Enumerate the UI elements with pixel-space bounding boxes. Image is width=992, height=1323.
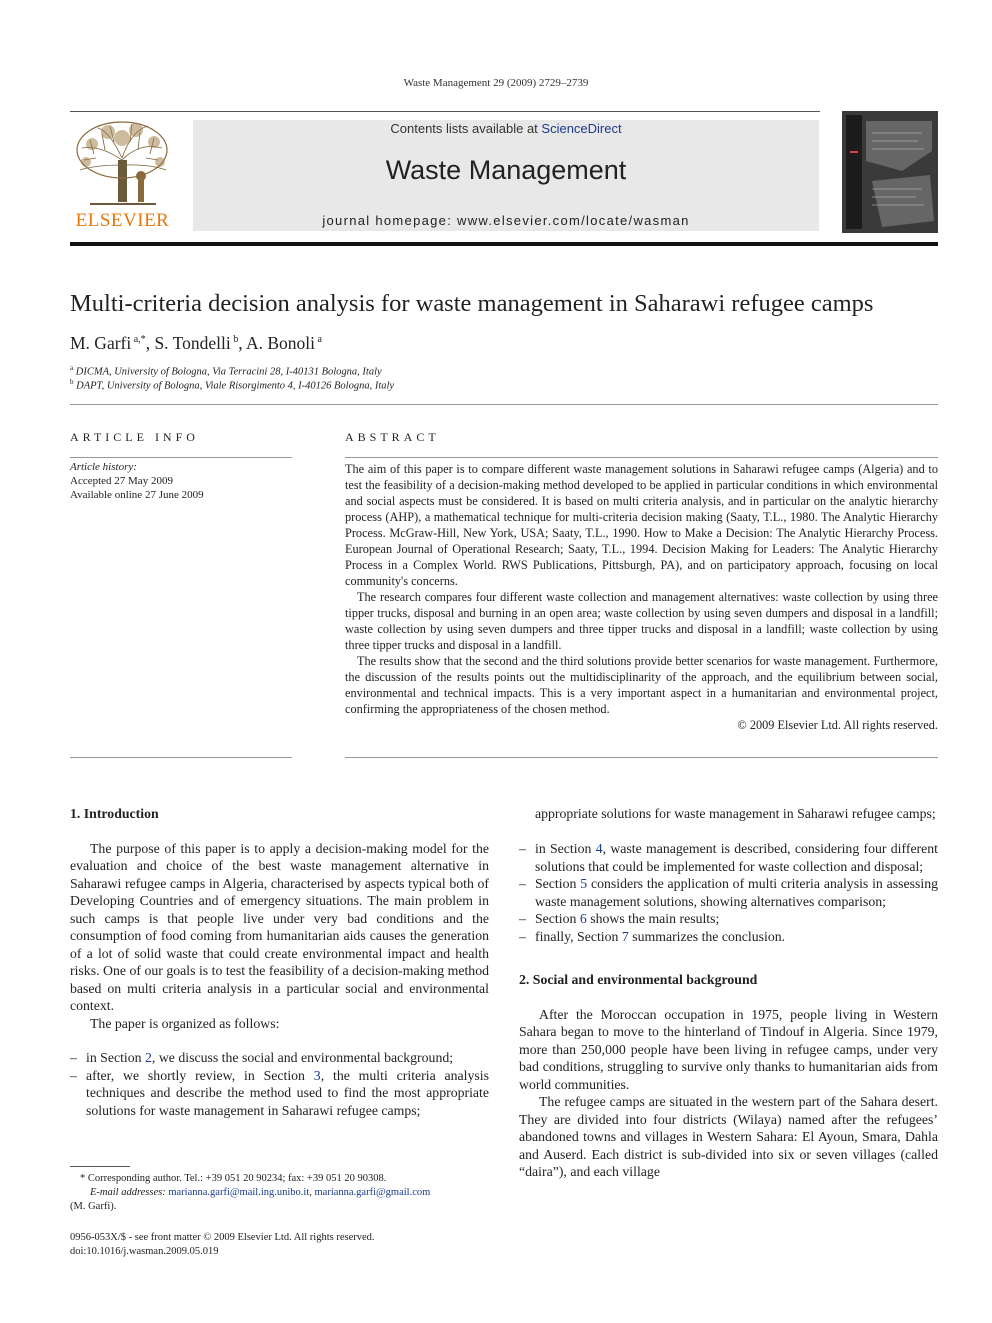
- right-column: [519, 805, 938, 1215]
- journal-citation: Waste Management 29 (2009) 2729–2739: [403, 77, 589, 89]
- footnote-mark: *: [80, 1173, 86, 1184]
- history-label: Article history:: [70, 461, 137, 473]
- author-affil-mark: b: [233, 334, 239, 346]
- issn-line: 0956-053X/$ - see front matter © 2009 Elsevier Ltd. All rights reserved.: [70, 1232, 375, 1243]
- list-item: – Section 5 considers the application of multi criteria analysis in assessing waste management solutions, showing alternatives comparison;: [519, 876, 938, 909]
- doi-link[interactable]: doi:10.1016/j.wasman.2009.05.019: [70, 1246, 219, 1257]
- section-link[interactable]: 6: [579, 911, 587, 926]
- list-item-continued: [519, 805, 938, 840]
- info-rule: [70, 757, 292, 758]
- abstract-heading: ABSTRACT: [345, 430, 440, 444]
- affiliation: [70, 378, 394, 392]
- contents-prefix: Contents lists available at: [390, 121, 542, 136]
- author-name[interactable]: S. Tondelli: [154, 333, 231, 353]
- journal-title: Waste Management: [385, 155, 627, 185]
- elsevier-logo[interactable]: [70, 120, 175, 232]
- footnote-who: (M. Garfi).: [70, 1201, 117, 1212]
- body-paragraph: The paper is organized as follows:: [90, 1015, 280, 1031]
- tree-icon: [70, 120, 175, 212]
- journal-cover-image[interactable]: [842, 111, 938, 233]
- header-thick-rule: [70, 242, 938, 246]
- section-link[interactable]: 7: [621, 928, 629, 944]
- footnote: * Corresponding author. Tel.: +39 051 20 90234; fax: +39 051 20 90308. E-mail addresses: marianna.garfi@mail.ing.unibo.it, marianna.garfi@gmail.com (M. Garfi).: [70, 1172, 490, 1214]
- email-label: E-mail addresses:: [90, 1187, 166, 1198]
- body-paragraph: The refugee camps are situated in the western part of the Sahara desert. They are divided into four districts (Wilaya) named after the refugees’ abandoned towns and villages in Western Sahara: El Ayoun, Smara, Dahla and Auserd. Each district is sub-divided into six or seven villages (called “daira”), and each village: [519, 1094, 938, 1179]
- corresponding-author: Corresponding author. Tel.: +39 051 20 90234; fax: +39 051 20 90308.: [87, 1173, 387, 1184]
- left-column: [70, 805, 489, 1118]
- abstract-rule: [345, 457, 938, 458]
- body-paragraph: The purpose of this paper is to apply a decision-making model for the evaluation and choice of the best waste management alternative in Saharawi refugee camps in Algeria, characterised by aspects typical both of Developing Countries and of emergency situations. The main problem in such camps is that people live under very bad conditions and the consumption of food coming from humanitarian aids causes the generation of a lot of solid waste that could create environmental impact and health risks. One of our goals is to test the feasibility of a decision-making method based on multi criteria analysis in a particular social and environmental context.: [70, 840, 489, 1013]
- journal-homepage[interactable]: journal homepage: www.elsevier.com/locate/wasman: [322, 213, 690, 228]
- abstract-paragraph: The results show that the second and the third solutions provide better scenarios for waste management. Furthermore, the discussion of the results points out the multidisciplinarity of the approach, and the equilibrium between social, environmental and technical impacts. This is a very important aspect in a humanitarian and environmental project, confirming the appropriateness of the chosen method.: [345, 654, 938, 716]
- online-date: Available online 27 June 2009: [70, 489, 204, 501]
- list-item: – Section 6 shows the main results;: [519, 911, 720, 926]
- copyright-notice: © 2009 Elsevier Ltd. All rights reserved.: [737, 718, 938, 732]
- list-item: – after, we shortly review, in Section 3, the multi criteria analysis techniques and describe the method used to find the most appropriate solutions for waste management in Saharawi refugee camps;: [70, 1067, 489, 1118]
- abstract-paragraph: The aim of this paper is to compare different waste management solutions in Saharawi refugee camps (Algeria) and to test the feasibility of a decision-making method developed to be applied in particular conditions in which environmental and social aspects must be considered. It is based on multi criteria analysis, and in particular on the analytic hierarchy process (AHP), a mathematical technique for multi-criteria decision making (Saaty, T.L., 1980. The Analytic Hierarchy Process. McGraw-Hill, New York, USA; Saaty, T.L., 1990. How to Make a Decision: The Analytic Hierarchy Process. European Journal of Operational Research; Saaty, T.L., 1994. Decision Making for Leaders: The Analytic Hierarchy Process in a Complex World. RWS Publications, Pittsburgh, PA), and on participatory approach, focusing on local community's concerns.: [345, 462, 938, 588]
- header-rule: [70, 111, 820, 112]
- section-link[interactable]: 4: [595, 841, 603, 856]
- list-item: – finally, Section 7 summarizes the conclusion.: [519, 928, 786, 944]
- abstract-paragraph: The research compares four different waste collection and management alternatives: waste collection by using three tipper trucks, disposal and burning in an open area; waste collection by using seven dumpers and disposal in a landfill; waste collection by using seven dumpers and three tipper trucks and disposal in a landfill; waste collection by using three tipper trucks and disposal in a landfill.: [345, 590, 938, 652]
- footnote-rule: [70, 1166, 130, 1167]
- section-heading: 2. Social and environmental background: [519, 972, 758, 987]
- section-heading: 1. Introduction: [70, 806, 159, 821]
- info-rule: [70, 457, 292, 458]
- cover-icon: [842, 111, 938, 233]
- publisher-name: ELSEVIER: [75, 210, 170, 231]
- accepted-date: Accepted 27 May 2009: [70, 475, 173, 487]
- affiliation-text: DAPT, University of Bologna, Viale Risorgimento 4, I-40126 Bologna, Italy: [76, 380, 395, 392]
- email-link[interactable]: marianna.garfi@gmail.com: [314, 1187, 431, 1198]
- article-title: Multi-criteria decision analysis for waste management in Saharawi refugee camps: [70, 290, 874, 317]
- list-item: – in Section 2, we discuss the social and environmental background;: [70, 1050, 454, 1065]
- list-item: – in Section 4, waste management is described, considering four different solutions that could be implemented for waste collection and disposal;: [519, 841, 939, 874]
- section-link[interactable]: 2: [145, 1050, 152, 1065]
- author-separator: ,: [145, 333, 155, 353]
- title-rule: [70, 404, 938, 405]
- affiliation-text: DICMA, University of Bologna, Via Terracini 28, I-40131 Bologna, Italy: [75, 366, 382, 378]
- body-paragraph: After the Moroccan occupation in 1975, people living in Western Sahara began to move to the hinterland of Tindouf in Algeria. Since 1979, more than 250,000 people have been living in refugee camps, under very bad conditions, struggling to survive only thanks to humanitarian aids from world communities.: [519, 1006, 938, 1092]
- affiliation-mark: b: [70, 378, 74, 386]
- section-link[interactable]: 3: [313, 1067, 321, 1083]
- abstract-rule: [345, 757, 938, 758]
- author-affil-mark: a: [317, 334, 322, 346]
- article-info-heading: ARTICLE INFO: [70, 430, 199, 444]
- email-link[interactable]: marianna.garfi@mail.ing.unibo.it: [168, 1187, 310, 1198]
- abstract-body: [345, 461, 938, 733]
- section-link[interactable]: 5: [580, 876, 588, 891]
- author-name[interactable]: M. Garfi: [70, 333, 132, 353]
- affiliation: [70, 364, 382, 378]
- author-affil-mark: a,*: [133, 334, 146, 346]
- list-continuation: appropriate solutions for waste management in Saharawi refugee camps;: [535, 806, 936, 821]
- author-name[interactable]: A. Bonoli: [245, 333, 316, 353]
- contents-line: [193, 121, 819, 136]
- affiliation-mark: a: [70, 364, 74, 372]
- author-list: [70, 333, 322, 354]
- author-separator: ,: [238, 333, 246, 353]
- sciencedirect-link[interactable]: ScienceDirect: [541, 121, 622, 136]
